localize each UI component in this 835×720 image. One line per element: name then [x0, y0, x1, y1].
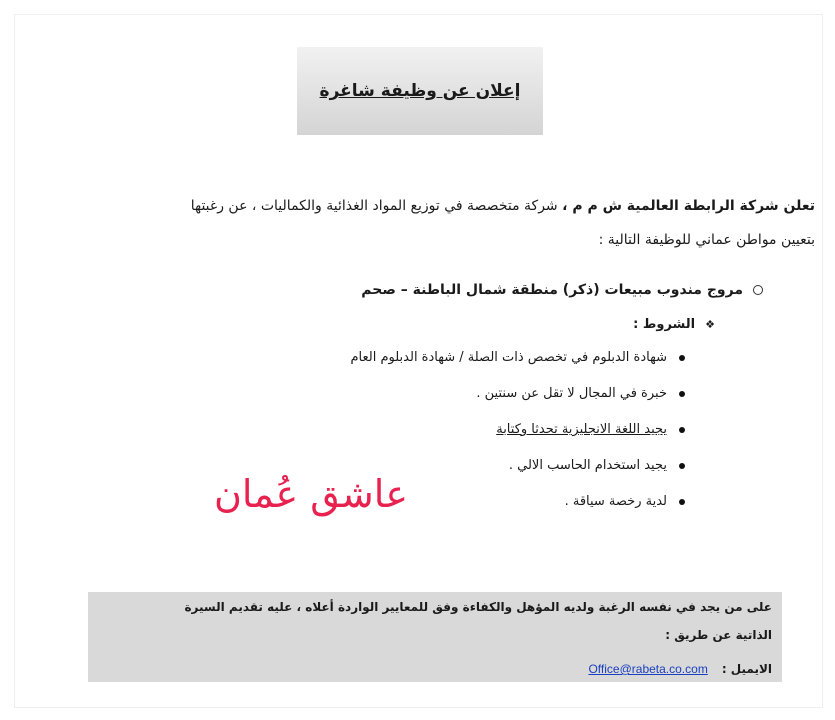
diamond-bullet-icon: ❖ [705, 318, 715, 331]
requirement-text: يجيد اللغة الانجليزية تحدثا وكتابة [496, 422, 667, 437]
bullet-icon [679, 391, 685, 397]
footer-line-2: الذاتية عن طريق : [665, 628, 772, 642]
bullet-icon [679, 427, 685, 433]
email-link[interactable]: Office@rabeta.co.com [588, 662, 708, 676]
intro-line-2: بتعيين مواطن عماني للوظيفة التالية : [598, 232, 815, 248]
title-box [297, 47, 543, 135]
intro-line-1-text: شركة متخصصة في توزيع المواد الغذائية والكماليات ، عن رغبتها [190, 198, 558, 214]
requirement-item [350, 412, 685, 448]
bullet-icon [679, 463, 685, 469]
company-name: تعلن شركة الرابطة العالمية ش م م ، [562, 198, 815, 214]
job-title: مروج مندوب مبيعات (ذكر) منطقة شمال الباطنة – صحم [361, 282, 743, 298]
circle-bullet-icon [753, 285, 763, 295]
job-item [361, 282, 763, 298]
footer-box [88, 592, 782, 682]
conditions-label: الشروط : [633, 317, 696, 332]
footer-line-1: على من يجد في نفسه الرغبة ولديه المؤهل والكفاءة وفق للمعايير الواردة أعلاه ، عليه تقديم السيرة [184, 600, 772, 614]
requirement-item [350, 376, 685, 412]
requirement-text: لدية رخصة سياقة . [564, 494, 667, 509]
page-title: إعلان عن وظيفة شاغرة [319, 81, 521, 101]
requirement-item [350, 340, 685, 376]
intro-line-1 [44, 198, 815, 214]
bullet-icon [679, 355, 685, 361]
watermark-text: عاشق عُمان [214, 472, 408, 516]
bullet-icon [679, 499, 685, 505]
requirement-text: يجيد استخدام الحاسب الالي . [508, 458, 667, 473]
requirement-text: خبرة في المجال لا تقل عن سنتين . [476, 386, 667, 401]
email-label: الايميل : [721, 662, 772, 676]
conditions-heading [633, 317, 715, 332]
email-row [588, 662, 772, 676]
requirement-text: شهادة الدبلوم في تخصص ذات الصلة / شهادة الدبلوم العام [350, 350, 667, 365]
